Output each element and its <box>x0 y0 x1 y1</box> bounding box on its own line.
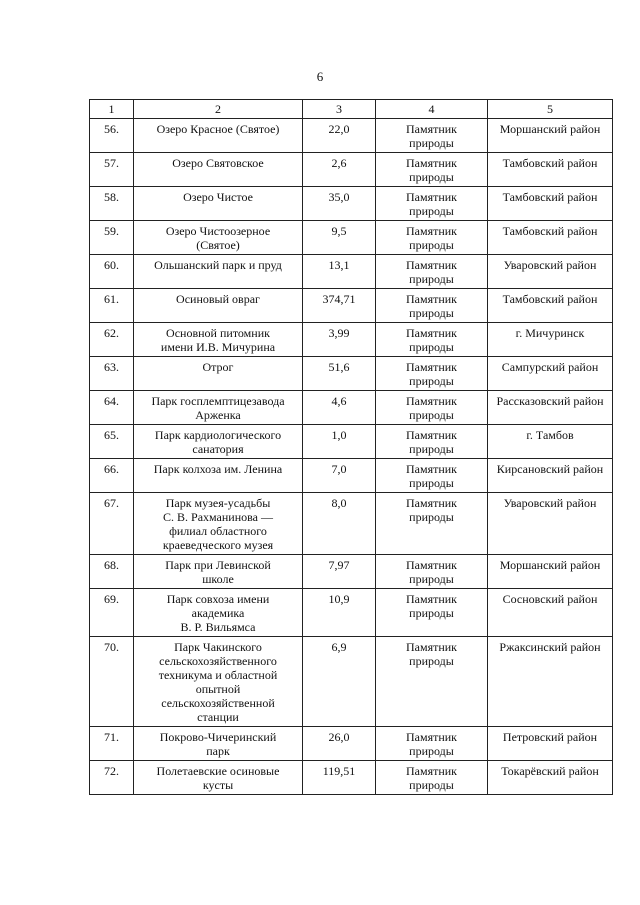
row-number-text: 58. <box>104 190 119 204</box>
table-row <box>90 589 613 637</box>
site-area-text: 9,5 <box>331 224 347 238</box>
site-area <box>303 727 376 761</box>
site-name <box>134 323 303 357</box>
site-area-text: 13,1 <box>328 258 350 272</box>
table-row <box>90 555 613 589</box>
site-area-text: 119,51 <box>322 764 356 778</box>
table-row <box>90 119 613 153</box>
site-name <box>134 221 303 255</box>
row-number <box>90 323 134 357</box>
site-name-text: Парк при Левинской школе <box>165 558 271 586</box>
site-district-text: Рассказовский район <box>496 394 604 408</box>
site-category-text: Памятник природы <box>405 224 458 252</box>
table-row <box>90 153 613 187</box>
site-area <box>303 637 376 727</box>
site-district <box>488 761 613 795</box>
site-name-text: Отрог <box>202 360 234 374</box>
site-category-text: Памятник природы <box>405 394 458 422</box>
site-area-text: 51,6 <box>328 360 350 374</box>
site-name-text: Основной питомник имени И.В. Мичурина <box>160 326 276 354</box>
site-district <box>488 153 613 187</box>
site-area <box>303 221 376 255</box>
site-name-text: Озеро Чистоозерное (Святое) <box>165 224 271 252</box>
site-district <box>488 221 613 255</box>
row-number-text: 64. <box>104 394 119 408</box>
site-district <box>488 425 613 459</box>
site-category-text: Памятник природы <box>405 190 458 218</box>
row-number-text: 59. <box>104 224 119 238</box>
site-category-text: Памятник природы <box>405 360 458 388</box>
site-area <box>303 493 376 555</box>
site-category-text: Памятник природы <box>405 592 458 620</box>
site-name <box>134 459 303 493</box>
site-area <box>303 589 376 637</box>
site-district <box>488 589 613 637</box>
site-name-text: Парк Чакинского сельскохозяйственного техникума и областной опытной сельскохозяйственной станции <box>158 640 278 724</box>
header-col-2: 2 <box>134 100 303 119</box>
site-name <box>134 425 303 459</box>
site-name-text: Озеро Красное (Святое) <box>156 122 280 136</box>
site-area-text: 8,0 <box>331 496 347 510</box>
site-area-text: 10,9 <box>328 592 350 606</box>
site-category-text: Памятник природы <box>405 258 458 286</box>
site-name <box>134 289 303 323</box>
site-name <box>134 637 303 727</box>
site-district <box>488 493 613 555</box>
site-name <box>134 589 303 637</box>
page-number: 6 <box>316 69 324 84</box>
site-category-text: Памятник природы <box>405 326 458 354</box>
table-row <box>90 493 613 555</box>
row-number-text: 65. <box>104 428 119 442</box>
site-area-text: 26,0 <box>328 730 350 744</box>
site-area <box>303 357 376 391</box>
site-category-text: Памятник природы <box>405 730 458 758</box>
row-number-text: 69. <box>104 592 119 606</box>
site-category <box>376 221 488 255</box>
site-name <box>134 153 303 187</box>
row-number <box>90 357 134 391</box>
site-name-text: Парк совхоза имени академика В. Р. Вильямса <box>166 592 270 634</box>
protected-areas-table <box>89 99 613 795</box>
site-district-text: Моршанский район <box>499 558 601 572</box>
site-area-text: 7,97 <box>328 558 350 572</box>
row-number <box>90 187 134 221</box>
site-category-text: Памятник природы <box>405 428 458 456</box>
site-name-text: Парк госплемптицезавода Арженка <box>151 394 285 422</box>
row-number <box>90 391 134 425</box>
row-number <box>90 761 134 795</box>
row-number <box>90 153 134 187</box>
header-col-5: 5 <box>488 100 613 119</box>
site-area-text: 22,0 <box>328 122 350 136</box>
table-row <box>90 357 613 391</box>
site-name-text: Парк кардиологического санатория <box>154 428 282 456</box>
table-row <box>90 459 613 493</box>
row-number <box>90 221 134 255</box>
site-district <box>488 391 613 425</box>
site-district <box>488 637 613 727</box>
site-category-text: Памятник природы <box>405 640 458 668</box>
site-category <box>376 637 488 727</box>
header-col-1: 1 <box>90 100 134 119</box>
site-area-text: 1,0 <box>331 428 347 442</box>
row-number-text: 68. <box>104 558 119 572</box>
site-name-text: Полетаевские осиновые кусты <box>156 764 280 792</box>
site-name <box>134 727 303 761</box>
site-district <box>488 727 613 761</box>
site-name-text: Озеро Чистое <box>183 190 253 204</box>
site-category <box>376 289 488 323</box>
site-area-text: 7,0 <box>331 462 347 476</box>
table-row <box>90 425 613 459</box>
site-area <box>303 289 376 323</box>
table-row <box>90 727 613 761</box>
site-district-text: г. Мичуринск <box>515 326 585 340</box>
site-district <box>488 119 613 153</box>
site-area <box>303 761 376 795</box>
table-row <box>90 761 613 795</box>
row-number <box>90 637 134 727</box>
row-number <box>90 555 134 589</box>
site-category-text: Памятник природы <box>405 462 458 490</box>
row-number-text: 67. <box>104 496 119 510</box>
site-name-text: Парк музея-усадьбы С. В. Рахманинова — филиал областного краеведческого музея <box>162 496 274 552</box>
site-category <box>376 589 488 637</box>
site-category <box>376 555 488 589</box>
site-area <box>303 459 376 493</box>
site-area-text: 4,6 <box>331 394 347 408</box>
site-area <box>303 153 376 187</box>
site-area <box>303 255 376 289</box>
row-number-text: 71. <box>104 730 119 744</box>
site-district-text: Ржаксинский район <box>499 640 601 654</box>
row-number-text: 57. <box>104 156 119 170</box>
site-category <box>376 761 488 795</box>
row-number <box>90 119 134 153</box>
site-category-text: Памятник природы <box>405 496 458 524</box>
site-category <box>376 391 488 425</box>
site-district-text: Кирсановский район <box>496 462 604 476</box>
site-area <box>303 391 376 425</box>
site-district <box>488 555 613 589</box>
site-district-text: Тамбовский район <box>502 190 598 204</box>
site-area <box>303 555 376 589</box>
header-col-4: 4 <box>376 100 488 119</box>
site-district-text: Сосновский район <box>502 592 598 606</box>
table-row <box>90 391 613 425</box>
row-number-text: 70. <box>104 640 119 654</box>
site-area-text: 3,99 <box>328 326 350 340</box>
row-number-text: 56. <box>104 122 119 136</box>
site-district-text: Уваровский район <box>503 258 597 272</box>
site-category <box>376 727 488 761</box>
site-district <box>488 289 613 323</box>
row-number-text: 63. <box>104 360 119 374</box>
site-district-text: Тамбовский район <box>502 224 598 238</box>
site-category <box>376 323 488 357</box>
site-category <box>376 187 488 221</box>
table-row <box>90 637 613 727</box>
site-name-text: Осиновый овраг <box>176 292 260 306</box>
site-category-text: Памятник природы <box>405 558 458 586</box>
site-name <box>134 493 303 555</box>
row-number <box>90 727 134 761</box>
table-row <box>90 221 613 255</box>
site-name-text: Парк колхоза им. Ленина <box>153 462 283 476</box>
site-area-text: 6,9 <box>331 640 347 654</box>
site-category <box>376 459 488 493</box>
row-number-text: 60. <box>104 258 119 272</box>
site-category-text: Памятник природы <box>405 764 458 792</box>
site-district-text: Тамбовский район <box>502 156 598 170</box>
site-name-text: Озеро Святовское <box>172 156 264 170</box>
row-number-text: 62. <box>104 326 119 340</box>
site-name <box>134 187 303 221</box>
site-name <box>134 357 303 391</box>
site-area <box>303 323 376 357</box>
site-district-text: Токарёвский район <box>501 764 599 778</box>
site-district <box>488 357 613 391</box>
row-number <box>90 459 134 493</box>
row-number-text: 66. <box>104 462 119 476</box>
site-area <box>303 119 376 153</box>
site-area-text: 374,71 <box>322 292 356 306</box>
row-number-text: 72. <box>104 764 119 778</box>
site-area-text: 35,0 <box>328 190 350 204</box>
site-district-text: Моршанский район <box>499 122 601 136</box>
header-col-3: 3 <box>303 100 376 119</box>
site-name <box>134 555 303 589</box>
row-number <box>90 425 134 459</box>
site-area-text: 2,6 <box>331 156 347 170</box>
site-district <box>488 187 613 221</box>
site-district <box>488 255 613 289</box>
site-area <box>303 425 376 459</box>
table-row <box>90 255 613 289</box>
table-body <box>90 119 613 795</box>
site-district-text: Тамбовский район <box>502 292 598 306</box>
row-number <box>90 589 134 637</box>
table-header-row <box>90 100 613 119</box>
site-name-text: Покрово-Чичеринский парк <box>159 730 277 758</box>
site-category <box>376 255 488 289</box>
site-name <box>134 255 303 289</box>
site-district-text: Петровский район <box>502 730 598 744</box>
site-district <box>488 459 613 493</box>
site-category-text: Памятник природы <box>405 292 458 320</box>
row-number <box>90 255 134 289</box>
site-name <box>134 119 303 153</box>
site-name <box>134 391 303 425</box>
site-name-text: Ольшанский парк и пруд <box>154 258 282 272</box>
site-category <box>376 153 488 187</box>
site-category <box>376 357 488 391</box>
site-category <box>376 493 488 555</box>
site-district-text: Уваровский район <box>503 496 597 510</box>
table-row <box>90 187 613 221</box>
site-name <box>134 761 303 795</box>
table-row <box>90 323 613 357</box>
site-category-text: Памятник природы <box>405 156 458 184</box>
row-number-text: 61. <box>104 292 119 306</box>
row-number <box>90 289 134 323</box>
row-number <box>90 493 134 555</box>
site-category-text: Памятник природы <box>405 122 458 150</box>
site-category <box>376 119 488 153</box>
site-district <box>488 323 613 357</box>
site-area <box>303 187 376 221</box>
site-district-text: Сампурский район <box>501 360 599 374</box>
site-category <box>376 425 488 459</box>
table-row <box>90 289 613 323</box>
site-district-text: г. Тамбов <box>526 428 574 442</box>
